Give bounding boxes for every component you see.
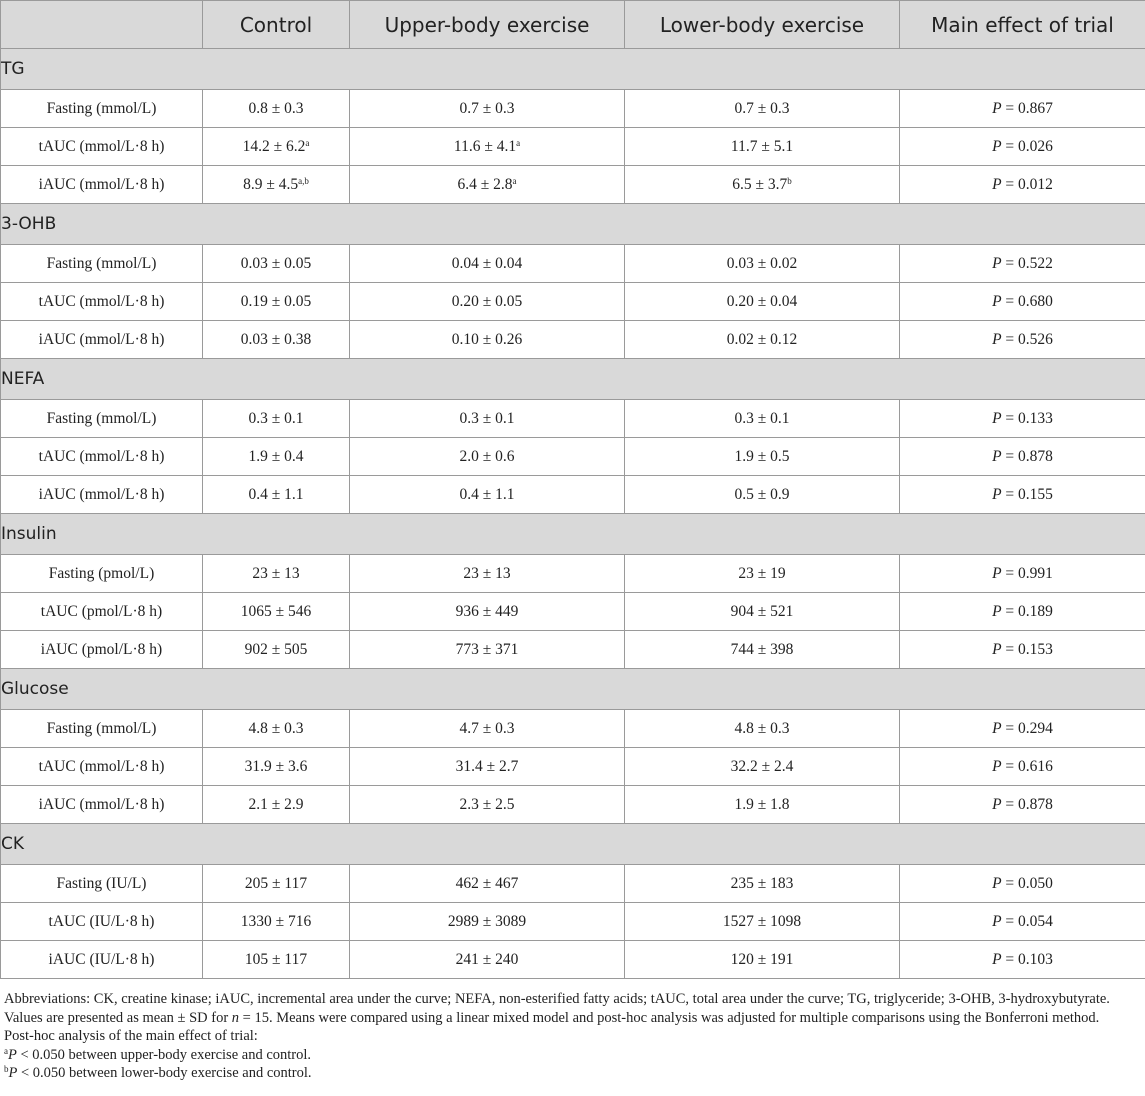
control-value: 1.9 ± 0.4 [203,438,350,476]
lower-body-value: 0.02 ± 0.12 [625,321,900,359]
upper-body-value: 0.4 ± 1.1 [350,476,625,514]
p-value: P = 0.680 [900,283,1145,321]
control-value: 1065 ± 546 [203,593,350,631]
table-row [1,90,1145,128]
p-value: P = 0.050 [900,865,1145,903]
table-row [1,476,1145,514]
upper-body-value: 31.4 ± 2.7 [350,748,625,786]
upper-body-value: 4.7 ± 0.3 [350,710,625,748]
p-value: P = 0.867 [900,90,1145,128]
table-footnotes [4,990,1142,1083]
upper-body-value: 11.6 ± 4.1$^a$ [350,128,625,166]
control-value: 0.03 ± 0.05 [203,245,350,283]
section-row [1,824,1145,865]
superscript-marker: a [516,137,521,148]
table-row [1,631,1145,669]
upper-body-value: 0.3 ± 0.1 [350,400,625,438]
control-value: 0.4 ± 1.1 [203,476,350,514]
table-row [1,865,1145,903]
row-label: iAUC (mmol/L·8 h) [1,786,203,824]
p-value: P = 0.991 [900,555,1145,593]
row-label: tAUC (mmol/L·8 h) [1,748,203,786]
lower-body-value: 235 ± 183 [625,865,900,903]
abbreviations-note: Abbreviations: CK, creatine kinase; iAUC, incremental area under the curve; NEFA, non-esterified fatty acids; tAUC, total area under the curve; TG, triglyceride; 3-OHB, 3-hydroxybutyrate. [4,991,1110,1007]
section-row [1,359,1145,400]
control-value: 23 ± 13 [203,555,350,593]
lower-body-value: 4.8 ± 0.3 [625,710,900,748]
upper-body-value: 0.20 ± 0.05 [350,283,625,321]
table-row [1,555,1145,593]
table-row [1,941,1145,979]
row-label: Fasting (mmol/L) [1,90,203,128]
footnote-b: $^b$P < 0.050 between lower-body exercise and control. [4,1064,312,1081]
row-label: Fasting (IU/L) [1,865,203,903]
upper-body-value: 773 ± 371 [350,631,625,669]
row-label: iAUC (mmol/L·8 h) [1,476,203,514]
p-value: P = 0.155 [900,476,1145,514]
upper-body-value: 0.7 ± 0.3 [350,90,625,128]
upper-body-value: 2.3 ± 2.5 [350,786,625,824]
header-empty [1,1,203,49]
values-note: Values are presented as mean ± SD for n = 15. Means were compared using a linear mixed model and post-hoc analysis was adjusted for multiple comparisons using the Bonferroni method. [4,1009,1100,1026]
table-row [1,903,1145,941]
upper-body-value: 2.0 ± 0.6 [350,438,625,476]
upper-body-value: 241 ± 240 [350,941,625,979]
control-value: 1330 ± 716 [203,903,350,941]
table-row [1,321,1145,359]
control-value: 2.1 ± 2.9 [203,786,350,824]
upper-body-value: 0.04 ± 0.04 [350,245,625,283]
lower-body-value: 0.3 ± 0.1 [625,400,900,438]
row-label: Fasting (pmol/L) [1,555,203,593]
section-label: 3-OHB [1,204,1145,245]
p-value: P = 0.189 [900,593,1145,631]
upper-body-value: 462 ± 467 [350,865,625,903]
table-row [1,166,1145,204]
lower-body-value: 120 ± 191 [625,941,900,979]
section-label: Glucose [1,669,1145,710]
section-label: Insulin [1,514,1145,555]
control-value: 0.3 ± 0.1 [203,400,350,438]
row-label: Fasting (mmol/L) [1,710,203,748]
header-lower-body: Lower-body exercise [625,1,900,49]
p-value: P = 0.054 [900,903,1145,941]
header-upper-body: Upper-body exercise [350,1,625,49]
upper-body-value: 6.4 ± 2.8$^a$ [350,166,625,204]
p-value: P = 0.878 [900,438,1145,476]
row-label: iAUC (IU/L·8 h) [1,941,203,979]
lower-body-value: 0.03 ± 0.02 [625,245,900,283]
p-value: P = 0.526 [900,321,1145,359]
row-label: iAUC (pmol/L·8 h) [1,631,203,669]
section-label: TG [1,49,1145,90]
control-value: $8.9 \pm 4.5^{a,b}$ [203,166,350,204]
p-value: P = 0.294 [900,710,1145,748]
row-label: tAUC (mmol/L·8 h) [1,438,203,476]
header-main-effect: Main effect of trial [900,1,1145,49]
control-value: 4.8 ± 0.3 [203,710,350,748]
row-label: Fasting (mmol/L) [1,245,203,283]
lower-body-value: 23 ± 19 [625,555,900,593]
p-value: P = 0.522 [900,245,1145,283]
p-value: P = 0.616 [900,748,1145,786]
footnote-a: $^a$P < 0.050 between upper-body exercise and control. [4,1045,312,1063]
control-value: 902 ± 505 [203,631,350,669]
table-body [1,49,1145,979]
upper-body-value: 23 ± 13 [350,555,625,593]
table-row [1,748,1145,786]
p-value: P = 0.153 [900,631,1145,669]
control-value: 0.03 ± 0.38 [203,321,350,359]
lower-body-value: 11.7 ± 5.1 [625,128,900,166]
superscript-marker: a [305,137,310,148]
lower-body-value: 32.2 ± 2.4 [625,748,900,786]
control-value: 0.19 ± 0.05 [203,283,350,321]
p-value: P = 0.878 [900,786,1145,824]
section-row [1,204,1145,245]
upper-body-value: 2989 ± 3089 [350,903,625,941]
lower-body-value: 0.7 ± 0.3 [625,90,900,128]
row-label: iAUC (mmol/L·8 h) [1,166,203,204]
lower-body-value: 1.9 ± 0.5 [625,438,900,476]
superscript-marker: b [787,175,792,186]
lower-body-value: 744 ± 398 [625,631,900,669]
row-label: tAUC (mmol/L·8 h) [1,128,203,166]
table-row [1,245,1145,283]
table-row [1,786,1145,824]
table-row [1,710,1145,748]
section-row [1,669,1145,710]
superscript-marker: a [512,175,517,186]
header-control: Control [203,1,350,49]
control-value: 31.9 ± 3.6 [203,748,350,786]
p-value: P = 0.026 [900,128,1145,166]
row-label: tAUC (mmol/L·8 h) [1,283,203,321]
section-row [1,514,1145,555]
posthoc-note: Post-hoc analysis of the main effect of trial: [4,1028,258,1044]
lower-body-value: 6.5 ± 3.7$^b$ [625,166,900,204]
table-row [1,128,1145,166]
section-label: NEFA [1,359,1145,400]
control-value: 105 ± 117 [203,941,350,979]
lower-body-value: 1.9 ± 1.8 [625,786,900,824]
section-row [1,49,1145,90]
row-label: tAUC (IU/L·8 h) [1,903,203,941]
p-value: P = 0.103 [900,941,1145,979]
header-row [1,1,1145,49]
p-value: P = 0.133 [900,400,1145,438]
lower-body-value: 0.5 ± 0.9 [625,476,900,514]
upper-body-value: 936 ± 449 [350,593,625,631]
row-label: tAUC (pmol/L·8 h) [1,593,203,631]
control-value: 0.8 ± 0.3 [203,90,350,128]
table-row [1,593,1145,631]
row-label: Fasting (mmol/L) [1,400,203,438]
control-value: 205 ± 117 [203,865,350,903]
upper-body-value: 0.10 ± 0.26 [350,321,625,359]
table-row [1,438,1145,476]
section-label: CK [1,824,1145,865]
table-row [1,400,1145,438]
p-value: P = 0.012 [900,166,1145,204]
lower-body-value: 1527 ± 1098 [625,903,900,941]
row-label: iAUC (mmol/L·8 h) [1,321,203,359]
lower-body-value: 0.20 ± 0.04 [625,283,900,321]
superscript-marker: a,b [298,175,309,186]
lower-body-value: 904 ± 521 [625,593,900,631]
control-value: 14.2 ± 6.2$^a$ [203,128,350,166]
table-row [1,283,1145,321]
